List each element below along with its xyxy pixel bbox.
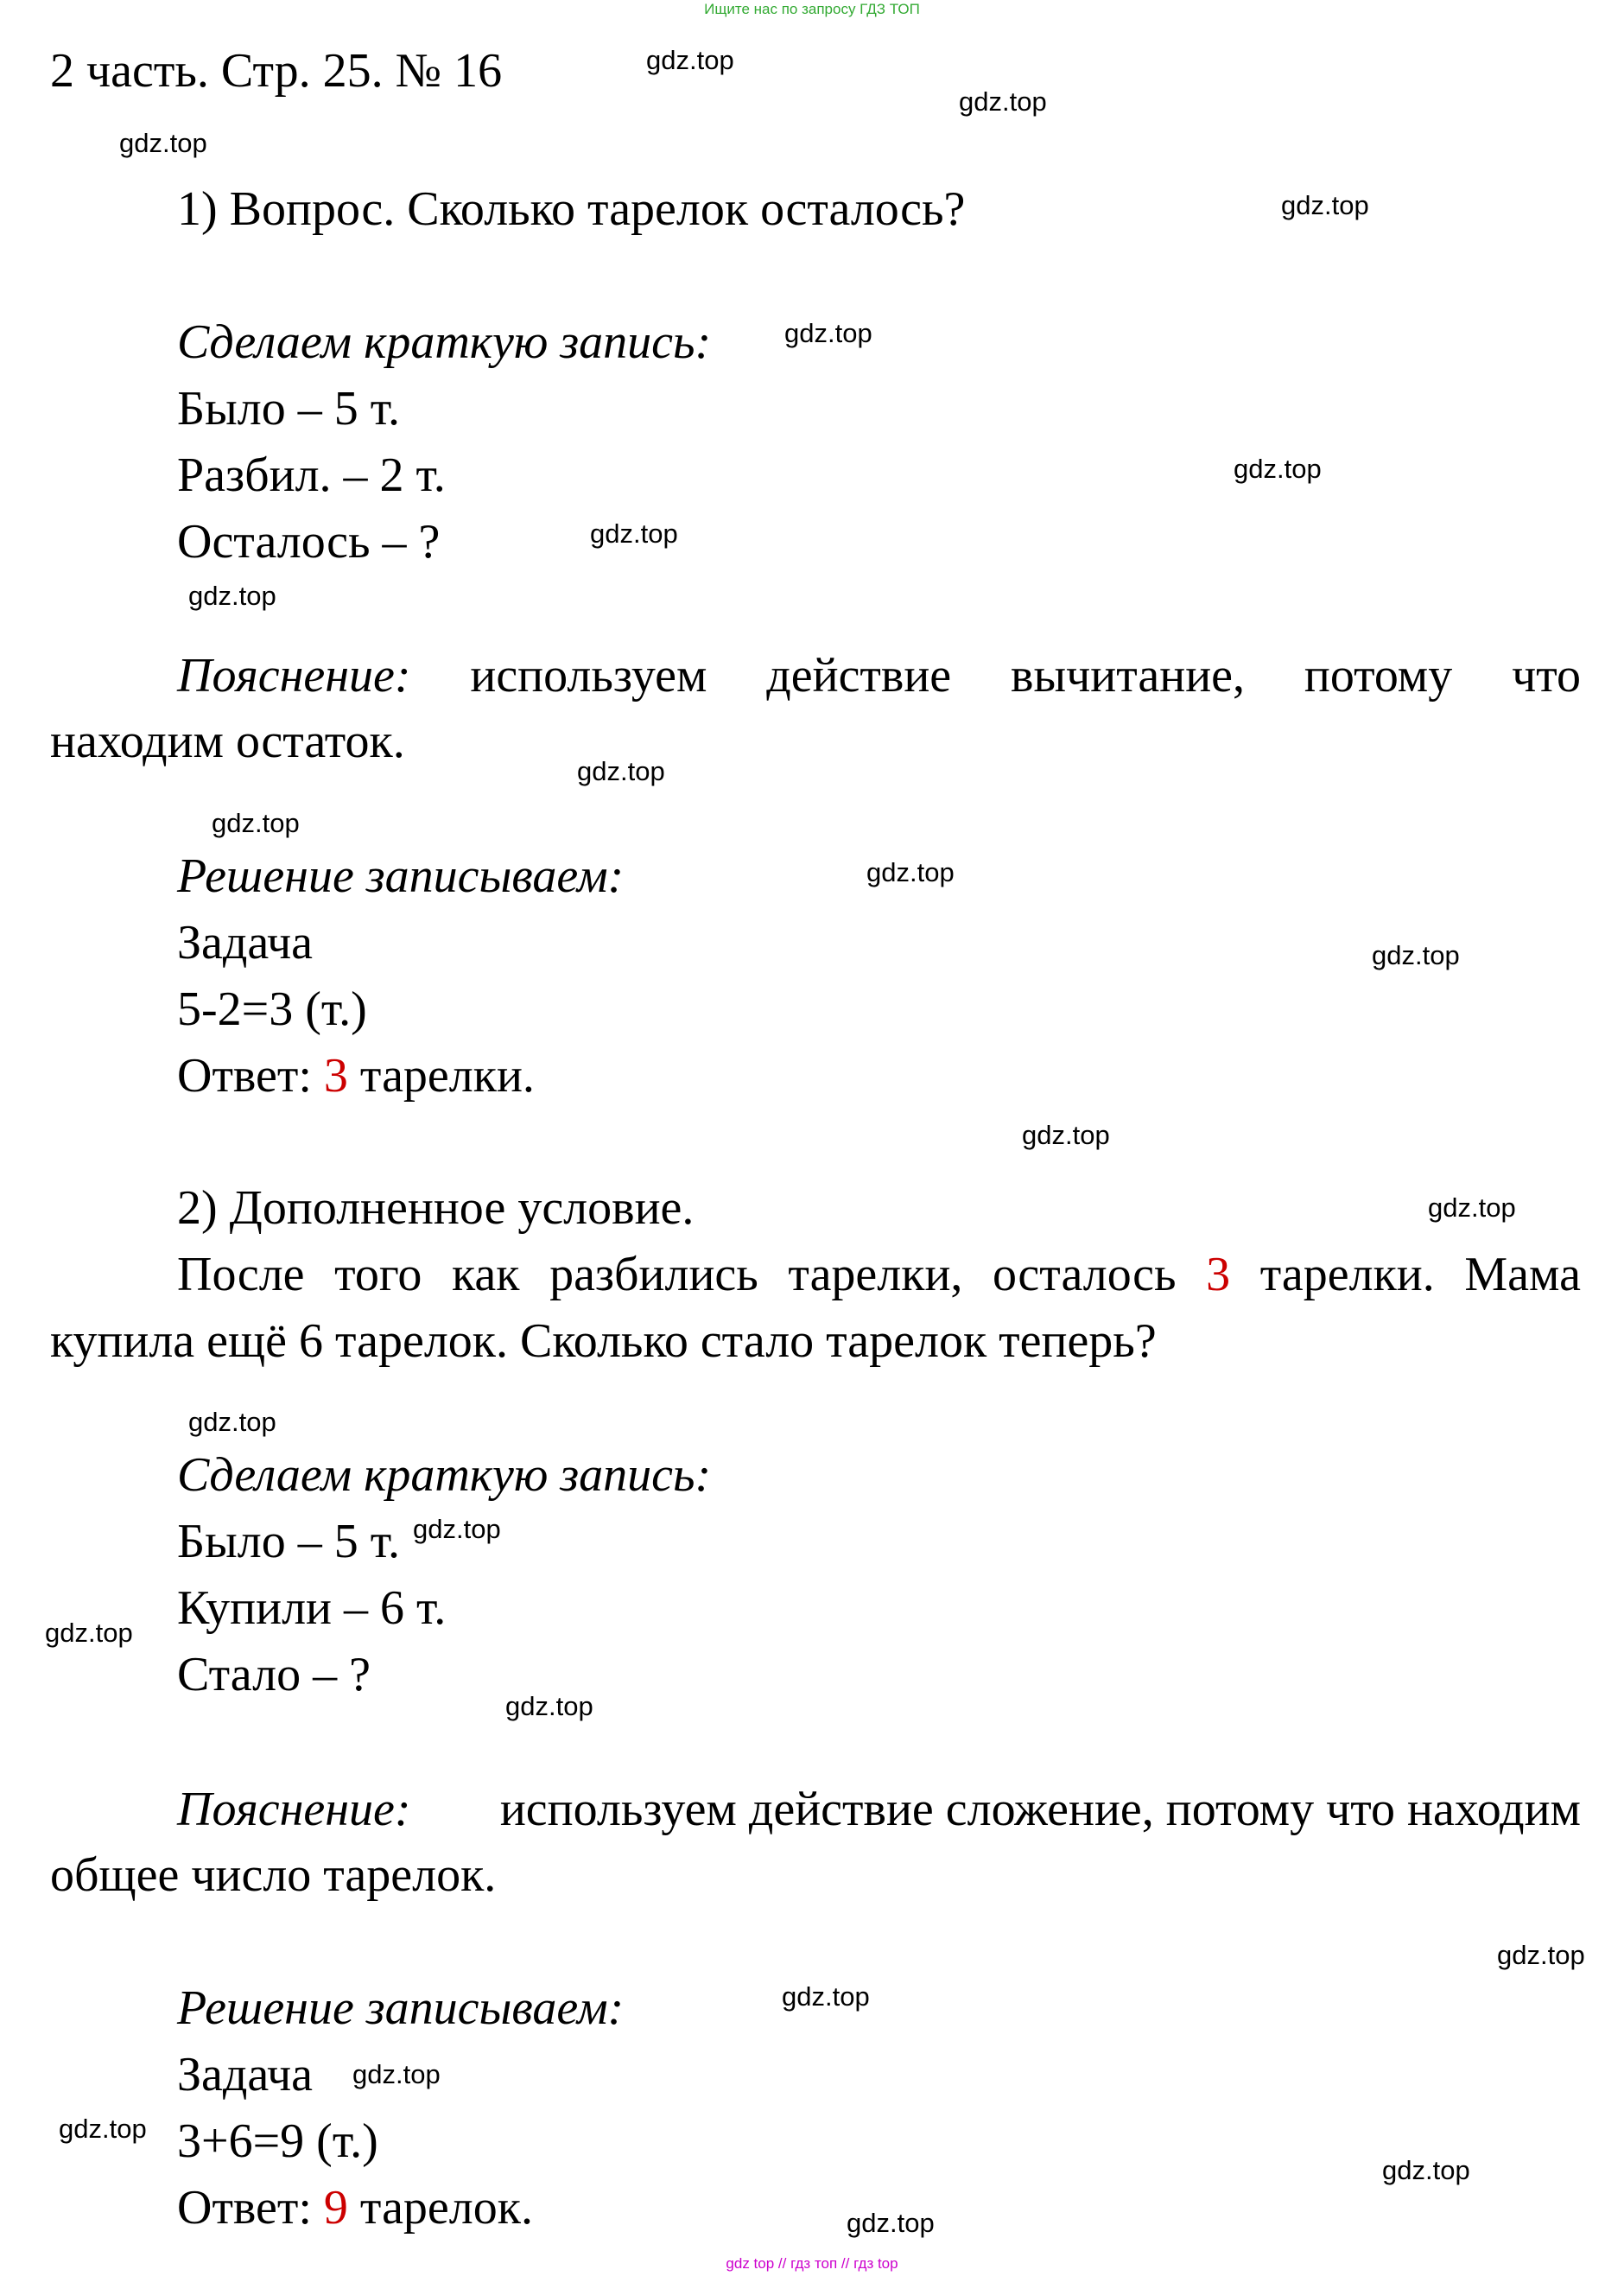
explanation-2-line2: общее число тарелок.: [50, 1848, 497, 1902]
watermark: gdz.top: [866, 857, 955, 887]
cond-word: После: [177, 1248, 305, 1301]
equation-1: 5-2=3 (т.): [177, 982, 367, 1036]
watermark: gdz.top: [1497, 1940, 1585, 1970]
watermark: gdz.top: [577, 756, 665, 786]
was-2: Было – 5 т.: [177, 1515, 400, 1568]
explain-word: потому: [1304, 649, 1453, 703]
heading-2: 2) Дополненное условие.: [177, 1181, 695, 1235]
solution-label-1: Решение записываем:: [177, 849, 625, 903]
solution-label-2: Решение записываем:: [177, 1981, 625, 2035]
watermark: gdz.top: [646, 45, 734, 75]
short-note-label-1: Сделаем краткую запись:: [177, 315, 712, 369]
explain-label-2: Пояснение:: [177, 1783, 411, 1836]
watermark: gdz.top: [188, 1407, 276, 1437]
cond-word: того: [334, 1248, 422, 1301]
answer-suffix: тарелок.: [347, 2181, 533, 2235]
answer-prefix: Ответ:: [177, 2181, 324, 2235]
answer-prefix: Ответ:: [177, 1049, 324, 1103]
answer-value: 3: [323, 1049, 348, 1103]
became-2: Стало – ?: [177, 1648, 371, 1701]
explanation-2-line1: [177, 1782, 1581, 1837]
watermark: gdz.top: [413, 1514, 501, 1544]
watermark: gdz.top: [352, 2059, 441, 2089]
cond-word: Мама: [1464, 1248, 1581, 1301]
answer-2: [177, 2180, 533, 2235]
cond-word: разбились: [549, 1248, 758, 1301]
explain-label-1: Пояснение:: [177, 649, 411, 703]
watermark: gdz.top: [1382, 2155, 1470, 2185]
explain-word: используем: [470, 649, 707, 703]
page-header: 2 часть. Стр. 25. № 16: [50, 44, 503, 98]
explain-word: вычитание,: [1011, 649, 1246, 703]
watermark: gdz.top: [59, 2114, 147, 2144]
task-1: Задача: [177, 916, 314, 970]
bottom-banner: gdz top // гдз топ // гдз top: [726, 2255, 898, 2272]
condition-2-line2: купила ещё 6 тарелок. Сколько стало тарелок теперь?: [50, 1314, 1157, 1368]
watermark: gdz.top: [212, 808, 300, 838]
left-1: Осталось – ?: [177, 515, 441, 569]
watermark: gdz.top: [45, 1618, 133, 1648]
explain-word: что: [1512, 649, 1581, 703]
bought-2: Купили – 6 т.: [177, 1581, 447, 1635]
question-1: 1) Вопрос. Сколько тарелок осталось?: [177, 182, 966, 236]
answer-suffix: тарелки.: [347, 1049, 535, 1103]
top-banner: Ищите нас по запросу ГДЗ ТОП: [704, 1, 920, 17]
was-1: Было – 5 т.: [177, 382, 400, 435]
watermark: gdz.top: [1022, 1120, 1110, 1150]
watermark: gdz.top: [590, 518, 678, 549]
watermark: gdz.top: [959, 86, 1047, 117]
explanation-1-line2: находим остаток.: [50, 715, 405, 768]
cond-word: тарелки,: [788, 1248, 963, 1301]
watermark: gdz.top: [1281, 190, 1369, 220]
answer-1: [177, 1048, 535, 1103]
condition-2-line1: [177, 1247, 1581, 1302]
watermark: gdz.top: [1428, 1192, 1516, 1223]
watermark: gdz.top: [1372, 940, 1460, 970]
explain-text-2: используем действие сложение, потому что находим: [499, 1783, 1581, 1836]
watermark: gdz.top: [1234, 454, 1322, 484]
answer-value: 9: [323, 2181, 348, 2235]
explanation-1-line1: [177, 648, 1581, 703]
cond-word: осталось: [993, 1248, 1177, 1301]
watermark: gdz.top: [782, 1981, 870, 2012]
watermark: gdz.top: [847, 2208, 935, 2238]
watermark: gdz.top: [784, 318, 872, 348]
watermark: gdz.top: [188, 581, 276, 611]
equation-2: 3+6=9 (т.): [177, 2114, 378, 2168]
cond-word: тарелки.: [1259, 1248, 1435, 1301]
task-2: Задача: [177, 2048, 314, 2101]
watermark: gdz.top: [505, 1691, 593, 1721]
watermark: gdz.top: [119, 128, 207, 158]
explain-word: действие: [766, 649, 952, 703]
cond-word: как: [452, 1248, 520, 1301]
broke-1: Разбил. – 2 т.: [177, 448, 446, 502]
cond-red-number: 3: [1206, 1248, 1231, 1301]
short-note-label-2: Сделаем краткую запись:: [177, 1448, 712, 1502]
